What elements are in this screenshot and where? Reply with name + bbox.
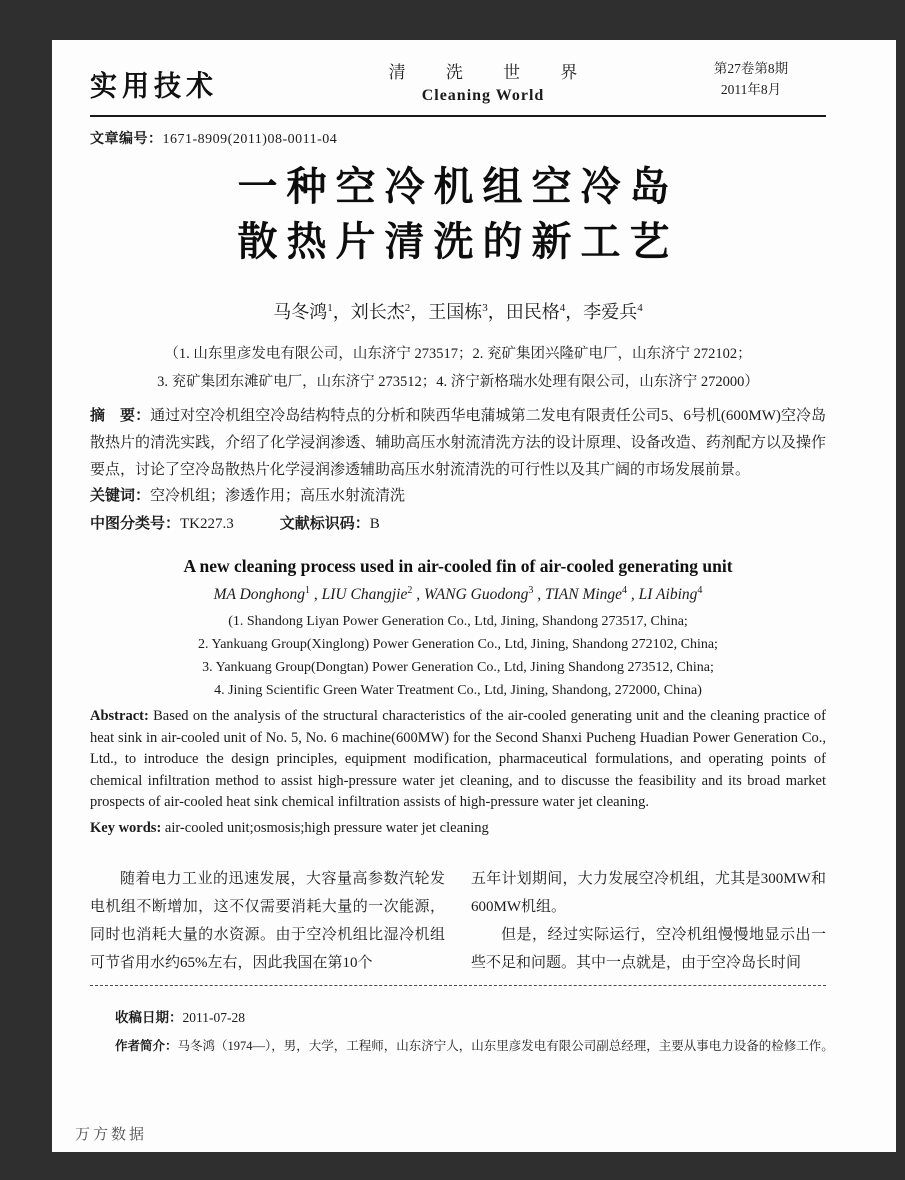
footnote-rule [90, 985, 826, 986]
header-rule [90, 115, 826, 117]
author-bio-text: 马冬鸿（1974—），男，大学，工程师，山东济宁人，山东里彦发电有限公司副总经理，主要从事电力设备的检修工作。 [177, 1038, 834, 1053]
journal-issue-block [676, 58, 826, 100]
keywords-cn [90, 486, 826, 506]
author-en: MA Donghong$^1$ [213, 585, 311, 604]
body-paragraph: 五年计划期间，大力发展空冷机组，尤其是300MW和600MW机组。 [471, 870, 826, 915]
article-number-value: 1671-8909(2011)08-0011-04 [162, 132, 338, 147]
journal-date: 2011年8月 [720, 82, 782, 97]
journal-section-label: 实用技术 [90, 70, 218, 102]
abstract-cn-label: 摘 要： [90, 407, 151, 424]
clc-label: 中图分类号： [90, 515, 181, 532]
author-separator: ， [487, 302, 506, 322]
author-en: WANG Guodong$^3$ [423, 585, 534, 604]
keywords-cn-text: 空冷机组；渗透作用；高压水射流清洗 [150, 488, 406, 504]
article-number [90, 128, 826, 148]
abstract-en [90, 706, 826, 814]
body-paragraph: 但是，经过实际运行，空冷机组慢慢地显示出一些不足和问题。其中一点就是，由于空冷岛长时间 [471, 926, 826, 971]
author-bio [115, 1036, 834, 1054]
article-title-cn [90, 160, 826, 270]
affiliation-en-line: 2. Yankuang Group(Xinglong) Power Generation Co., Ltd, Jining, Shandong 272102, China; [198, 637, 718, 653]
article-title-en: A new cleaning process used in air-cooled fin of air-cooled generating unit [183, 556, 733, 576]
body-column-left [90, 865, 445, 977]
affiliations-en [90, 610, 826, 702]
author-en: TIAN Minge$^4$ [544, 585, 628, 604]
doc-code-label: 文献标识码： [279, 515, 370, 532]
author-en: LI Aibing$^4$ [638, 585, 703, 604]
keywords-en-text: air-cooled unit;osmosis;high pressure water jet cleaning [164, 819, 489, 836]
journal-name-en: Cleaning World [421, 87, 545, 104]
keywords-cn-label: 关键词： [90, 487, 151, 504]
keywords-en [90, 820, 826, 837]
authors-en [90, 585, 826, 604]
author-cn: 王国栋$^3$ [428, 302, 488, 322]
keywords-en-label: Key words: [90, 819, 165, 836]
author-cn: 马冬鸿$^1$ [273, 302, 333, 322]
authors-cn [90, 298, 826, 324]
author-en-separator: , [310, 586, 322, 604]
abstract-en-text: Based on the analysis of the structural characteristics of the air-cooled generating unit and the cleaning practice of heat sink in air-cooled unit of No. 5, No. 6 machine(600MW) for the Second Shanxi Pucheng Huadian Power Generation Co., Ltd., to introduce the design principles, equipment modification, pharmaceutical formulations, and operating points of chemical infiltration method to assist high-pressure water jet cleaning, and to discusse the feasibility and its broad market prospects of air-cooled heat sink chemical infiltration assists of high-pressure water jet cleaning. [90, 708, 826, 811]
affiliations-cn [90, 340, 826, 396]
article-title-line1: 一种空冷机组空冷岛 [237, 165, 679, 209]
paper-page [52, 40, 896, 1152]
doc-code-value: B [369, 516, 380, 532]
author-en-separator: , [533, 586, 545, 604]
author-bio-label: 作者简介： [115, 1038, 178, 1053]
article-title-line2: 散热片清洗的新工艺 [237, 220, 679, 264]
author-separator: ， [332, 302, 351, 322]
author-en-separator: , [627, 586, 639, 604]
abstract-en-label: Abstract: [90, 708, 154, 725]
author-separator: ， [410, 302, 429, 322]
received-date-value: 2011-07-28 [182, 1009, 245, 1025]
author-en: LIU Changjie$^2$ [321, 585, 413, 604]
clc-line [90, 514, 826, 534]
body-paragraph: 随着电力工业的迅速发展，大容量高参数汽轮发电机组不断增加，这不仅需要消耗大量的一次能源，同时也消耗大量的水资源。由于空冷机组比湿冷机组可节省用水约65%左右，因此我国在第10个 [90, 870, 445, 971]
affiliation-en-line: (1. Shandong Liyan Power Generation Co., Ltd, Jining, Shandong 273517, China; [228, 614, 688, 630]
clc-value: TK227.3 [180, 516, 234, 532]
journal-name-block [371, 58, 596, 105]
body-column-right [471, 865, 826, 977]
author-en-separator: , [412, 586, 424, 604]
author-cn: 田民格$^4$ [505, 302, 566, 322]
wanfang-watermark: 万方数据 [75, 1126, 148, 1143]
affiliation-en-line: 3. Yankuang Group(Dongtan) Power Generation Co., Ltd, Jining Shandong 273512, China; [202, 660, 714, 676]
author-cn: 李爱兵$^4$ [583, 302, 643, 322]
article-number-label: 文章编号： [90, 130, 163, 146]
author-separator: ， [565, 302, 584, 322]
affiliation-line: （1. 山东里彦发电有限公司，山东济宁 273517；2. 兖矿集团兴隆矿电厂，山东济宁 272102； [164, 346, 752, 362]
abstract-cn [90, 402, 826, 484]
received-date [115, 1006, 826, 1026]
affiliation-line: 3. 兖矿集团东滩矿电厂，山东济宁 273512；4. 济宁新格瑞水处理有限公司，山东济宁 272000） [157, 374, 759, 390]
author-cn: 刘长杰$^2$ [350, 302, 411, 322]
abstract-cn-text: 通过对空冷机组空冷岛结构特点的分析和陕西华电蒲城第二发电有限责任公司5、6号机(600MW)空冷岛散热片的清洗实践，介绍了化学浸润渗透、辅助高压水射流清洗方法的设计原理、设备改造、药剂配方以及操作要点，讨论了空冷岛散热片化学浸润渗透辅助高压水射流清洗的可行性以及其广阔的市场发展前景。 [90, 408, 826, 478]
journal-header [90, 56, 826, 105]
affiliation-en-line: 4. Jining Scientific Green Water Treatment Co., Ltd, Jining, Shandong, 272000, China) [214, 683, 702, 699]
body-columns [90, 865, 826, 977]
received-date-label: 收稿日期： [115, 1009, 183, 1025]
journal-name-cn: 清 洗 世 界 [388, 63, 596, 82]
journal-volume-issue: 第27卷第8期 [713, 61, 789, 76]
